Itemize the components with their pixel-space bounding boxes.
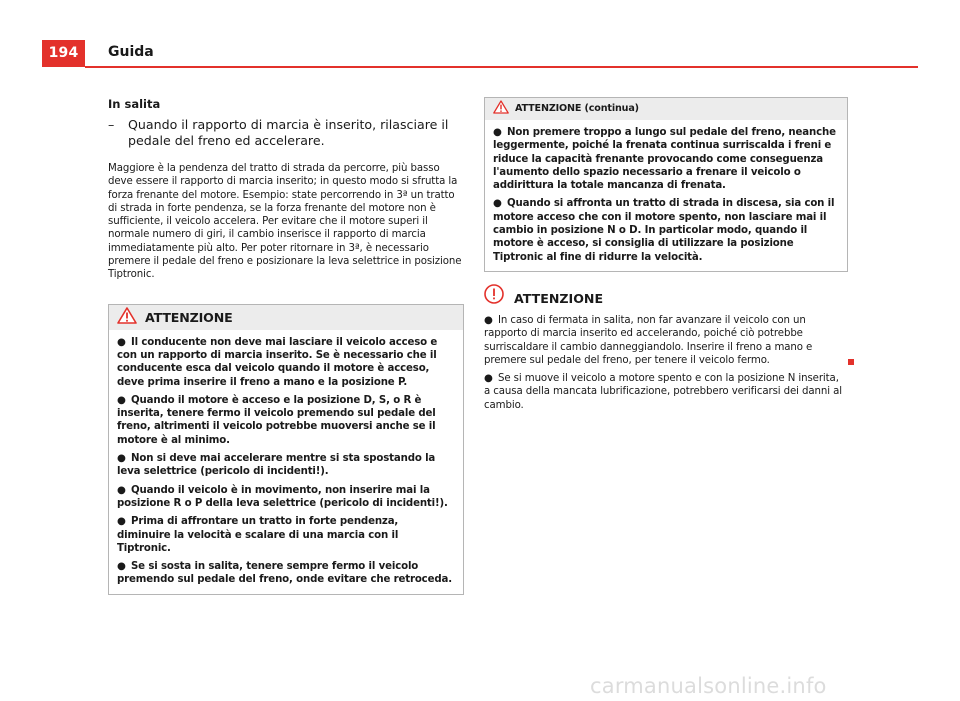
warning-item-text: Prima di affrontare un tratto in forte pendenza, diminuire la velocità e scalare di una marcia con il Tiptronic. — [117, 516, 399, 554]
warning-triangle-icon — [493, 100, 509, 118]
instruction-text: Quando il rapporto di marcia è inserito, rilasciare il pedale del freno ed accelerare. — [128, 117, 449, 148]
bullet-icon: ● — [484, 314, 493, 326]
warning-item — [117, 452, 455, 479]
bullet-icon: ● — [117, 453, 126, 465]
warning-item-text: Non si deve mai accelerare mentre si sta spostando la leva selettrice (pericolo di incidenti!). — [117, 453, 436, 478]
warning-item — [117, 515, 455, 555]
notice-title: ATTENZIONE — [514, 291, 604, 307]
watermark: carmanualsonline.info — [590, 674, 827, 698]
warning-box-header — [485, 98, 847, 120]
warning-box — [108, 304, 464, 595]
dash-marker: – — [108, 117, 115, 132]
notice-item — [484, 372, 848, 412]
notice-item-text: Se si muove il veicolo a motore spento e con la posizione N inserita, a causa della mancata lubrificazione, potrebbero verificarsi dei danni al cambio. — [484, 373, 843, 411]
notice-item — [484, 314, 848, 367]
bullet-icon: ● — [117, 394, 126, 406]
warning-item — [117, 394, 455, 447]
page-number: 194 — [42, 40, 85, 67]
warning-item — [493, 126, 839, 192]
notice-heading — [484, 284, 848, 308]
warning-box-title: ATTENZIONE — [145, 309, 233, 325]
warning-box-title: ATTENZIONE (continua) — [515, 103, 639, 115]
warning-item-text: Quando il veicolo è in movimento, non inserire mai la posizione R o P della leva selettrice (pericolo di incidenti!). — [117, 484, 448, 509]
bullet-icon: ● — [117, 336, 126, 348]
body-paragraph: Maggiore è la pendenza del tratto di strada da percorre, più basso deve essere il rapporto di marcia inserito; in questo modo si sfrutta la forza frenante del motore. Esempio: state percorrendo in 3ª un tratto di strada in forte pendenza, se la forza frenante del motore non è sufficiente, il veicolo accelera. Per evitare che il motore superi il normale numero di giri, il cambio inserisce il rapporto di marcia immediatamente più alto. Per poter ritornare in 3ª, è necessario premere il pedale del freno e posizionare la leva selettrice in posizione Tiptronic. — [108, 163, 462, 281]
notice-item-text: In caso di fermata in salita, non far avanzare il veicolo con un rapporto di marcia inserito ed accelerando, poiché ciò potrebbe surriscaldare il cambio danneggiandolo. Inserire il freno a mano e premere sul pedale del freno, per tenere il veicolo fermo. — [484, 314, 813, 366]
bullet-icon: ● — [117, 561, 126, 573]
warning-box-continued — [484, 97, 848, 272]
warning-item-text: Quando si affronta un tratto di strada in discesa, sia con il motore acceso che con il motore spento, non lasciare mai il cambio in posizione N o D. In particolar modo, quando il motore è acceso, si consiglia di utilizzare la posizione Tiptronic al fine di ridurre la velocità. — [493, 198, 835, 263]
warning-item-text: Non premere troppo a lungo sul pedale del freno, neanche leggermente, poiché la frenata continua surriscalda i freni e riduce la capacità frenante provocando come conseguenza l'aumento dello spazio necessario a frenare il veicolo o addirittura la totale mancanza di frenata. — [493, 127, 836, 192]
instruction-step — [108, 117, 464, 149]
bullet-icon: ● — [493, 127, 502, 138]
exclamation-circle-icon — [484, 284, 504, 308]
warning-item-text: Se si sosta in salita, tenere sempre fermo il veicolo premendo sul pedale del freno, onde evitare che retroceda. — [117, 561, 452, 586]
section-heading: In salita — [108, 97, 161, 111]
bullet-icon: ● — [117, 516, 126, 528]
warning-triangle-icon — [117, 307, 137, 328]
end-of-section-marker — [848, 359, 854, 365]
warning-item — [493, 197, 839, 263]
warning-item-text: Quando il motore è acceso e la posizione D, S, o R è inserita, tenere fermo il veicolo premendo sul pedale del freno, altrimenti il veicolo potrebbe muoversi anche se il motore è al minimo. — [117, 394, 436, 446]
left-column — [108, 97, 464, 595]
page-section-title: Guida — [108, 44, 154, 60]
warning-box-body — [109, 330, 463, 594]
bullet-icon: ● — [117, 484, 126, 496]
header-divider — [85, 66, 918, 68]
warning-item-text: Il conducente non deve mai lasciare il veicolo acceso e con un rapporto di marcia inserito. Se è necessario che il conducente esca dal veicolo quando il motore è acceso, deve prima inserire il freno a mano e la posizione P. — [117, 336, 438, 388]
warning-item — [117, 560, 455, 587]
warning-box-header — [109, 305, 463, 330]
bullet-icon: ● — [484, 373, 493, 385]
warning-item — [117, 336, 455, 389]
warning-box-body — [485, 120, 847, 271]
warning-item — [117, 484, 455, 511]
bullet-icon: ● — [493, 198, 502, 210]
right-column — [484, 97, 848, 417]
